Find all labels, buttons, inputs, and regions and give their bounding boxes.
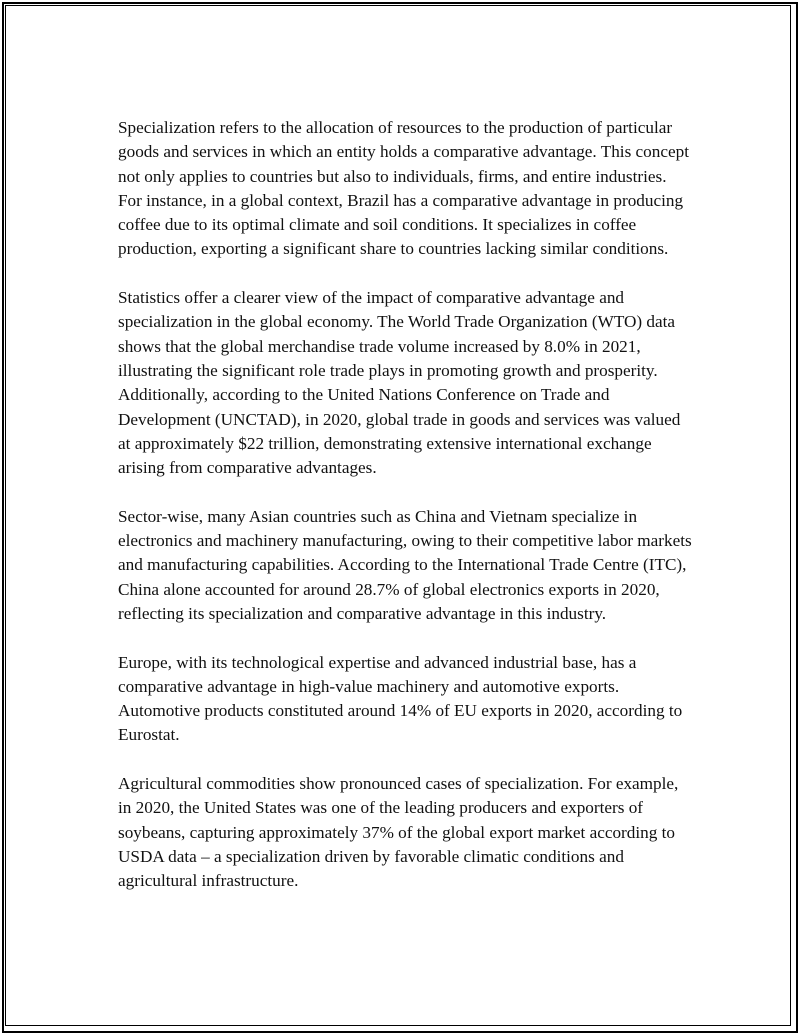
paragraph-asian-electronics: Sector-wise, many Asian countries such as China and Vietnam specialize in electronics and machinery manufacturing, owing to their competitive labor markets and manufacturing capabilities. According to the International Trade Centre (ITC), China alone accounted for around 28.7% of global electronics exports in 2020, reflecting its specialization and comparative advantage in this industry. <box>118 506 692 623</box>
paragraph-europe-automotive: Europe, with its technological expertise and advanced industrial base, has a comparative advantage in high-value machinery and automotive exports. Automotive products constituted around 14% of EU exports in 2020, according to Eurostat. <box>118 652 683 745</box>
document-body <box>118 116 693 894</box>
paragraph-specialization-definition: Specialization refers to the allocation of resources to the production of particular goods and services in which an entity holds a comparative advantage. This concept not only applies to countries but also to individuals, firms, and entire industries. For instance, in a global context, Brazil has a comparative advantage in producing coffee due to its optimal climate and soil conditions. It specializes in coffee production, exporting a significant share to countries lacking similar conditions. <box>118 118 689 259</box>
paragraph-trade-statistics: Statistics offer a clearer view of the impact of comparative advantage and specialization in the global economy. The World Trade Organization (WTO) data shows that the global merchandise trade volume increased by 8.0% in 2021, illustrating the significant role trade plays in promoting growth and prosperity. Additionally, according to the United Nations Conference on Trade and Development (UNCTAD), in 2020, global trade in goods and services was valued at approximately $22 trillion, demonstrating extensive international exchange arising from comparative advantages. <box>118 288 681 478</box>
paragraph-agricultural-commodities: Agricultural commodities show pronounced cases of specialization. For example, in 2020, the United States was one of the leading producers and exporters of soybeans, capturing approximately 37% of the global export market according to USDA data – a specialization driven by favorable climatic conditions and agricultural infrastructure. <box>118 774 679 891</box>
